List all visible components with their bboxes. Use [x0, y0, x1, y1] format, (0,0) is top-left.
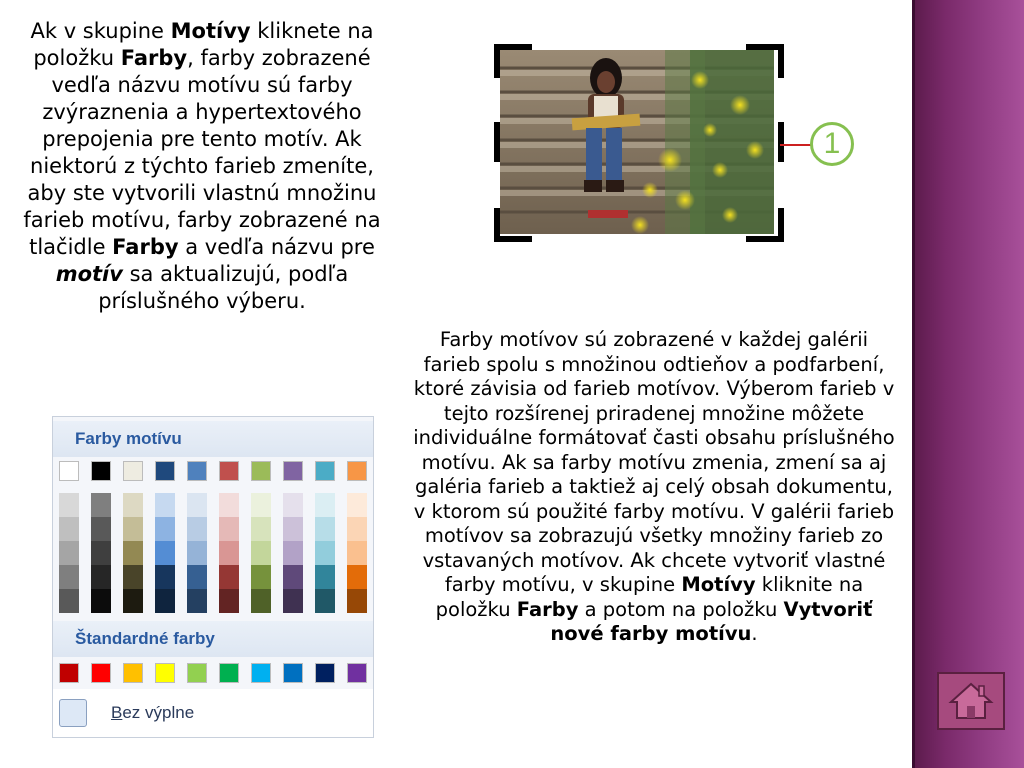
theme-color-swatch[interactable]	[123, 461, 143, 481]
theme-color-swatch[interactable]	[187, 461, 207, 481]
bold-italic-run: motív	[55, 262, 123, 286]
text-run: kliknete na položku	[33, 19, 374, 70]
bold-run: Motívy	[681, 573, 756, 596]
theme-color-swatch[interactable]	[91, 461, 111, 481]
resize-handle-bottom-left[interactable]	[494, 208, 500, 242]
resize-handle-bottom-right[interactable]	[778, 208, 784, 242]
standard-color-swatch[interactable]	[251, 663, 271, 683]
text-run: Ak v skupine	[30, 19, 171, 43]
tint-swatch[interactable]	[315, 517, 335, 541]
standard-color-swatch[interactable]	[315, 663, 335, 683]
tint-swatch[interactable]	[59, 589, 79, 613]
home-button[interactable]	[937, 672, 1005, 730]
decorative-sidebar	[912, 0, 1024, 768]
sidebar-edge	[912, 0, 915, 768]
tint-column	[155, 493, 175, 613]
tint-column	[283, 493, 303, 613]
tint-swatch[interactable]	[251, 565, 271, 589]
tint-swatch[interactable]	[283, 493, 303, 517]
text-run: Farby motívov sú zobrazené v každej galérii farieb spolu s množinou odtieňov a podfarbení, ktoré závisia od farieb motívov. Výberom farieb v tejto rozšírenej priradenej množine môžete individuálne formátovať časti obsahu príslušného motívu. Ak sa farby motívu zmenia, zmení sa aj galéria farieb a taktiež aj celý obsah dokumentu, v ktorom sú použité farby motívu. V galérii farieb motívov sa zobrazujú všetky množiny farieb zo vstavaných motívov. Ak chcete vytvoriť vlastné farby motívu, v skupine	[413, 328, 895, 596]
tint-swatch[interactable]	[219, 493, 239, 517]
tint-swatch[interactable]	[315, 493, 335, 517]
theme-color-swatch[interactable]	[59, 461, 79, 481]
tint-column	[123, 493, 143, 613]
tint-swatch[interactable]	[283, 517, 303, 541]
text-run: , farby zobrazené vedľa názvu motívu sú farby zvýraznenia a hypertextového prepojenia pre tento motív. Ak niektorú z týchto farieb zmeníte, aby ste vytvorili vlastnú množinu farieb motívu, farby zobrazené na tlačidle	[23, 46, 381, 259]
text-run: sa aktualizujú, podľa príslušného výberu.	[98, 262, 349, 313]
standard-color-swatch[interactable]	[155, 663, 175, 683]
bold-run: Farby	[120, 46, 188, 70]
tint-swatch[interactable]	[251, 493, 271, 517]
standard-color-swatch[interactable]	[59, 663, 79, 683]
tint-swatch[interactable]	[283, 589, 303, 613]
tint-swatch[interactable]	[219, 517, 239, 541]
text-run: a vedľa názvu pre	[178, 235, 375, 259]
theme-colors-label: Farby motívu	[75, 429, 182, 448]
resize-handle-left[interactable]	[494, 122, 500, 162]
text-run: .	[751, 622, 758, 645]
tint-swatch[interactable]	[187, 589, 207, 613]
tint-swatch[interactable]	[187, 517, 207, 541]
tint-column	[315, 493, 335, 613]
tint-swatch[interactable]	[59, 541, 79, 565]
theme-color-swatch[interactable]	[155, 461, 175, 481]
tint-swatch[interactable]	[187, 565, 207, 589]
left-paragraph	[14, 18, 390, 315]
tint-swatch[interactable]	[91, 565, 111, 589]
theme-color-swatch[interactable]	[315, 461, 335, 481]
tint-swatch[interactable]	[123, 517, 143, 541]
tint-swatch[interactable]	[219, 589, 239, 613]
tint-column	[347, 493, 367, 613]
bold-run: Farby	[112, 235, 179, 259]
tint-swatch[interactable]	[187, 541, 207, 565]
resize-handle-top-right[interactable]	[778, 44, 784, 78]
standard-color-swatch[interactable]	[347, 663, 367, 683]
resize-handle-right[interactable]	[778, 122, 784, 162]
tint-swatch[interactable]	[251, 589, 271, 613]
tint-swatch[interactable]	[123, 589, 143, 613]
tint-swatch[interactable]	[283, 541, 303, 565]
callout-line	[780, 144, 814, 146]
bold-run: Motívy	[170, 19, 251, 43]
tint-column	[187, 493, 207, 613]
tint-swatch[interactable]	[347, 541, 367, 565]
standard-colors-header	[53, 621, 373, 657]
no-fill-text: ez výplne	[122, 703, 195, 722]
tint-swatch[interactable]	[347, 565, 367, 589]
theme-color-swatch[interactable]	[283, 461, 303, 481]
text-run: a potom na položku	[578, 597, 784, 621]
right-paragraph	[410, 328, 898, 647]
tint-swatch[interactable]	[123, 565, 143, 589]
tint-column	[219, 493, 239, 613]
standard-color-swatch[interactable]	[219, 663, 239, 683]
photo-girl-reading-on-steps	[500, 50, 774, 234]
no-fill-label	[111, 703, 194, 723]
tint-column	[91, 493, 111, 613]
bold-run: Vytvoriť nové farby motívu	[550, 597, 873, 645]
callout-number: 1	[810, 122, 854, 166]
resize-handle-top-left[interactable]	[494, 44, 500, 78]
tint-column	[59, 493, 79, 613]
color-palette-dropdown	[52, 416, 374, 738]
access-key: B	[111, 703, 123, 722]
tint-swatch[interactable]	[187, 493, 207, 517]
theme-color-swatch[interactable]	[347, 461, 367, 481]
no-fill-swatch	[59, 699, 87, 727]
tint-swatch[interactable]	[315, 541, 335, 565]
home-icon	[939, 674, 1003, 728]
selected-picture[interactable]	[494, 44, 784, 242]
tint-swatch[interactable]	[315, 589, 335, 613]
tint-swatch[interactable]	[219, 565, 239, 589]
tint-swatch[interactable]	[91, 517, 111, 541]
tint-swatch[interactable]	[251, 541, 271, 565]
tint-swatch[interactable]	[155, 589, 175, 613]
tint-swatch[interactable]	[123, 541, 143, 565]
tint-swatch[interactable]	[347, 589, 367, 613]
tint-swatch[interactable]	[91, 493, 111, 517]
tint-swatch[interactable]	[347, 517, 367, 541]
no-fill-option[interactable]	[53, 689, 373, 737]
tint-swatch[interactable]	[59, 517, 79, 541]
standard-color-swatch[interactable]	[187, 663, 207, 683]
standard-color-swatch[interactable]	[91, 663, 111, 683]
standard-color-swatch[interactable]	[283, 663, 303, 683]
tint-swatch[interactable]	[91, 589, 111, 613]
tint-swatch[interactable]	[155, 541, 175, 565]
tint-column	[251, 493, 271, 613]
tint-swatch[interactable]	[59, 565, 79, 589]
bold-run: Farby	[516, 597, 579, 621]
tint-swatch[interactable]	[315, 565, 335, 589]
tint-swatch[interactable]	[59, 493, 79, 517]
tint-swatch[interactable]	[251, 517, 271, 541]
tint-swatch[interactable]	[155, 565, 175, 589]
tint-swatch[interactable]	[123, 493, 143, 517]
tint-swatch[interactable]	[347, 493, 367, 517]
text-run: kliknite na položku	[435, 573, 864, 621]
tint-swatch[interactable]	[219, 541, 239, 565]
tint-swatch[interactable]	[283, 565, 303, 589]
tint-swatch[interactable]	[155, 493, 175, 517]
theme-colors-header	[53, 421, 373, 457]
standard-color-swatch[interactable]	[123, 663, 143, 683]
tint-swatch[interactable]	[91, 541, 111, 565]
theme-color-swatch[interactable]	[219, 461, 239, 481]
theme-color-swatch[interactable]	[251, 461, 271, 481]
standard-colors-label: Štandardné farby	[75, 629, 215, 648]
tint-swatch[interactable]	[155, 517, 175, 541]
